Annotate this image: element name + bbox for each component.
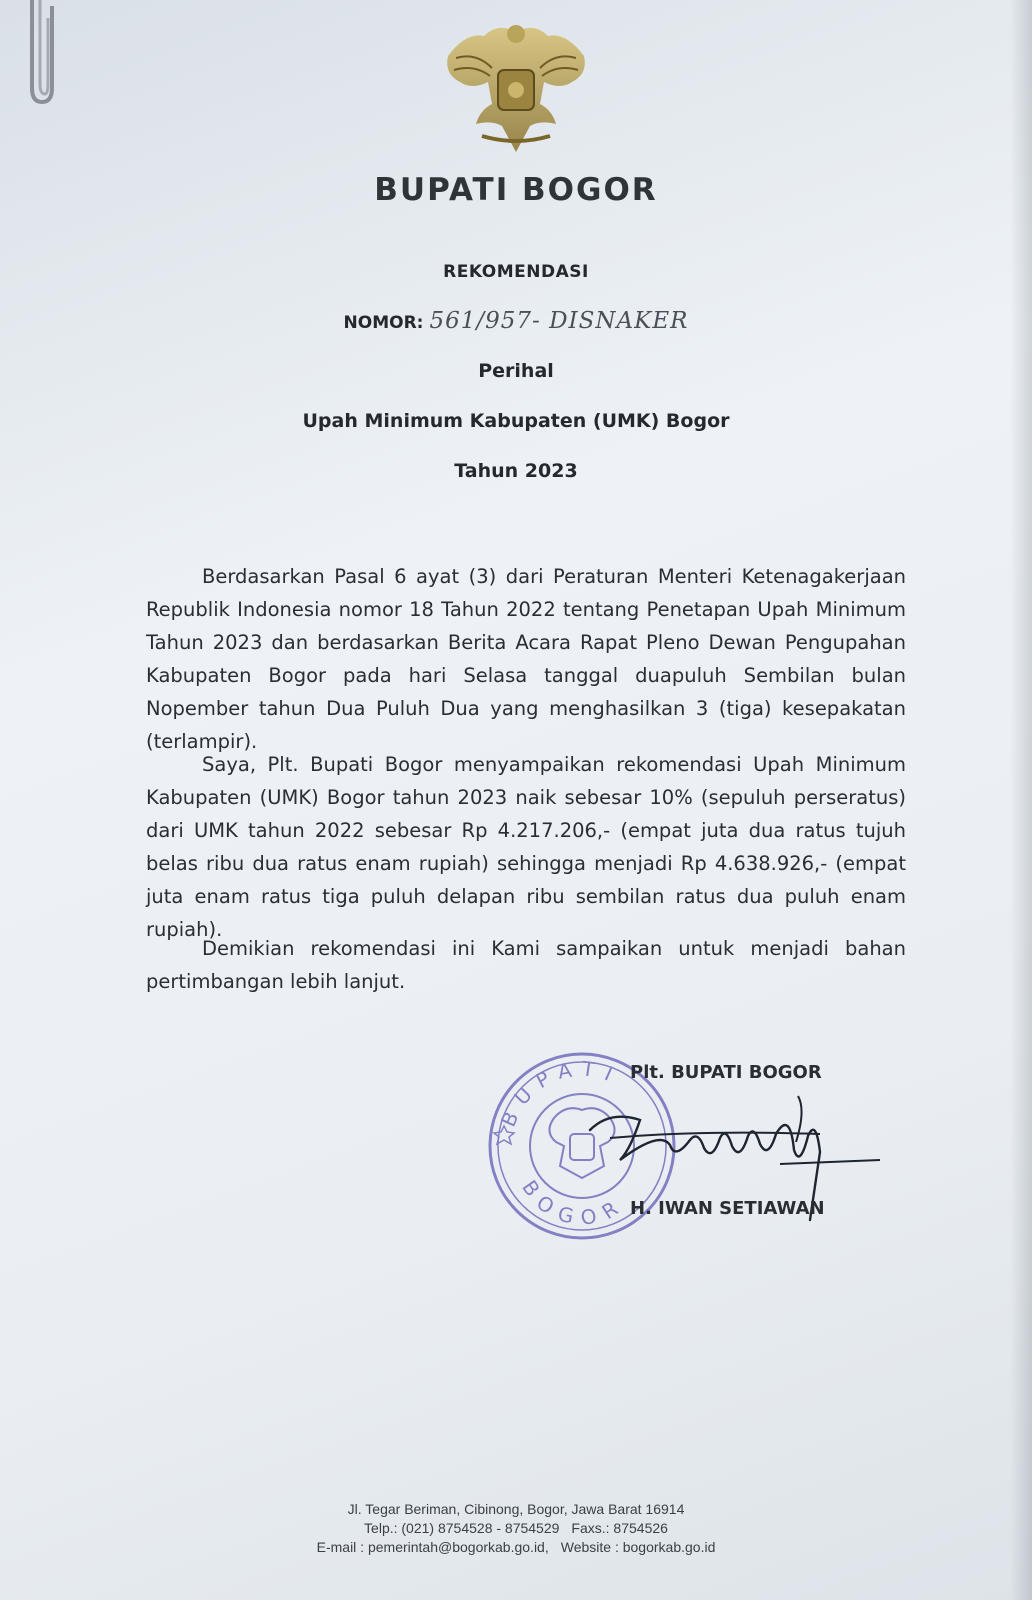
paper-shadow-edge (1010, 0, 1032, 1600)
garuda-emblem-icon (436, 12, 596, 162)
stamp-text-bottom: BOGOR (517, 1175, 631, 1231)
footer-email: E-mail : pemerintah@bogorkab.go.id, (316, 1539, 549, 1555)
footer-fax: Faxs.: 8754526 (571, 1520, 668, 1536)
footer-website: Website : bogorkab.go.id (560, 1539, 716, 1555)
stamp-text-top: BUPATI (495, 1056, 626, 1131)
signatory-title: Plt. BUPATI BOGOR (630, 1062, 822, 1083)
paper-clip-icon (18, 0, 64, 108)
subject-label: Perihal (478, 360, 554, 382)
letterhead-footer (0, 1500, 1032, 1557)
paragraph-text: Saya, Plt. Bupati Bogor menyampaikan rekomendasi Upah Minimum Kabupaten (UMK) Bogor tahun 2023 naik sebesar 10% (sepuluh perseratus) dari UMK tahun 2022 sebesar Rp 4.217.206,- (empat juta dua ratus tujuh belas ribu dua ratus enam rupiah) sehingga menjadi Rp 4.638.926,- (empat juta enam ratus tiga puluh delapan ribu sembilan ratus dua puluh enam rupiah). (146, 753, 906, 941)
footer-address: Jl. Tegar Beriman, Cibinong, Bogor, Jawa Barat 16914 (347, 1501, 685, 1517)
footer-phone: Telp.: (021) 8754528 - 8754529 (364, 1520, 560, 1536)
footer-email-website (0, 1538, 1032, 1557)
subject-year: Tahun 2023 (454, 460, 578, 482)
document-type: REKOMENDASI (443, 262, 589, 282)
document-number-label: NOMOR: (343, 313, 424, 333)
paragraph-text: Berdasarkan Pasal 6 ayat (3) dari Peraturan Menteri Ketenagakerjaan Republik Indonesia nomor 18 Tahun 2022 tentang Penetapan Upah Minimum Tahun 2023 dan berdasarkan Berita Acara Rapat Pleno Dewan Pengupahan Kabupaten Bogor pada hari Selasa tanggal duapuluh Sembilan bulan Nopember tahun Dua Puluh Dua yang menghasilkan 3 (tiga) kesepakatan (terlampir). (146, 565, 906, 753)
letterhead-title: BUPATI BOGOR (374, 172, 658, 208)
body-paragraph-2 (146, 748, 906, 946)
paragraph-text: Demikian rekomendasi ini Kami sampaikan untuk menjadi bahan pertimbangan lebih lanjut. (146, 937, 906, 993)
subject-title: Upah Minimum Kabupaten (UMK) Bogor (302, 410, 730, 432)
signatory-name: H. IWAN SETIAWAN (630, 1198, 825, 1219)
body-paragraph-1 (146, 560, 906, 758)
footer-phone-fax (0, 1519, 1032, 1538)
document-number (0, 308, 1032, 334)
body-paragraph-3 (146, 932, 906, 998)
document-number-value: 561/957- DISNAKER (429, 308, 689, 334)
